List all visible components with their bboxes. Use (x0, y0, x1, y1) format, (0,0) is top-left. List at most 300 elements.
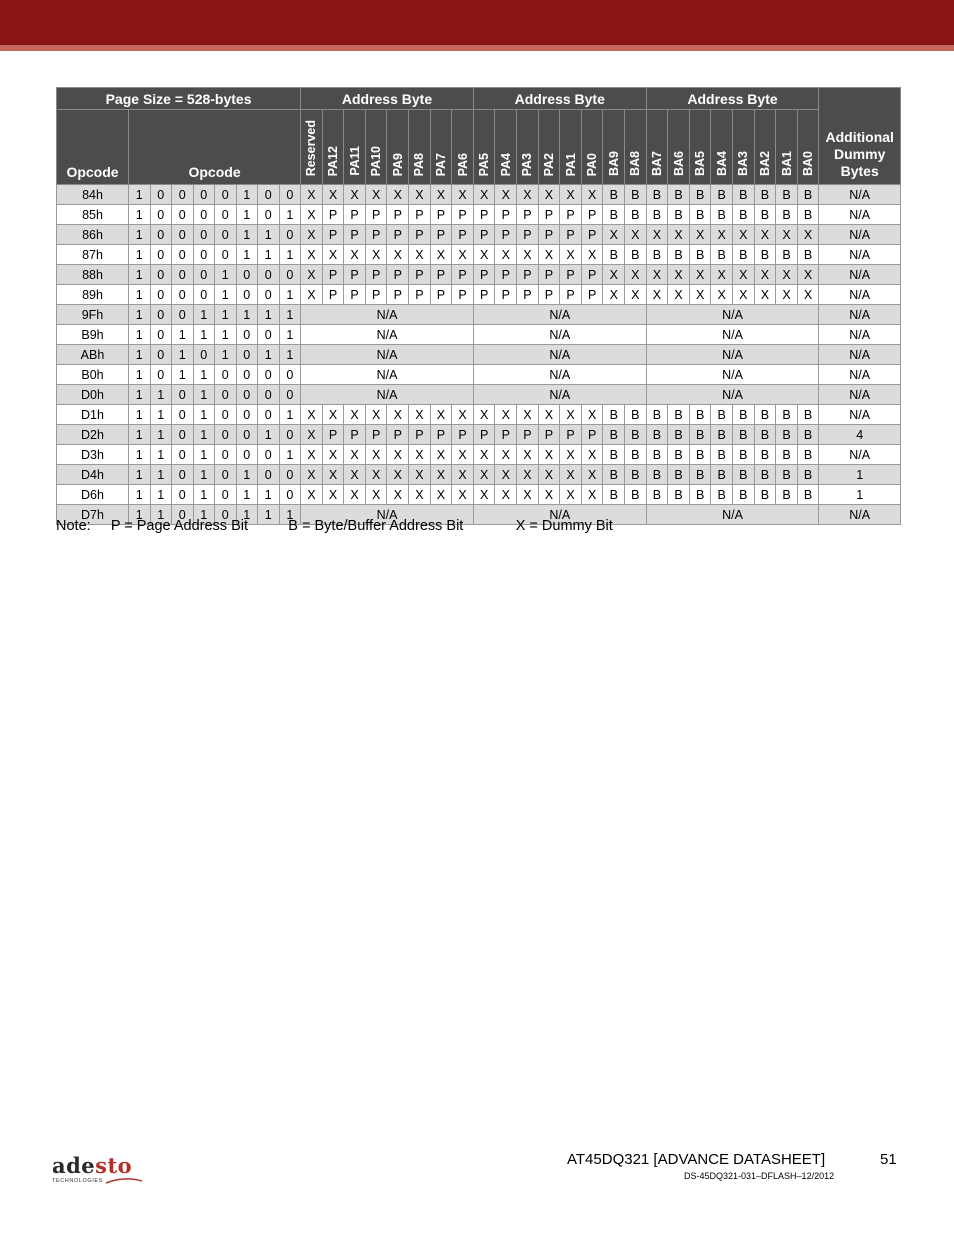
address-bit-cell: X (581, 185, 603, 205)
address-bit-cell: X (409, 405, 431, 425)
opcode-bit-cell: 0 (172, 505, 194, 525)
address-bit-cell: P (495, 205, 517, 225)
address-bit-cell: X (733, 265, 755, 285)
address-bit-cell: P (365, 265, 387, 285)
address-bit-cell: X (301, 465, 323, 485)
addr-bit-header-ba3: BA3 (733, 110, 755, 185)
address-bit-cell: X (322, 445, 344, 465)
opcode-bit-cell: 0 (258, 265, 280, 285)
address-bit-cell: P (538, 225, 560, 245)
opcode-bit-cell: 1 (129, 365, 151, 385)
opcode-cell: D0h (57, 385, 129, 405)
opcode-bit-cell: 0 (215, 405, 237, 425)
address-bit-cell: P (409, 225, 431, 245)
opcode-cell: 88h (57, 265, 129, 285)
opcode-bit-cell: 1 (172, 365, 194, 385)
dummy-bytes-cell: N/A (819, 305, 901, 325)
address-bit-cell: B (797, 205, 819, 225)
opcode-bit-cell: 1 (129, 245, 151, 265)
address-bit-cell: X (711, 265, 733, 285)
address-byte-na-cell: N/A (646, 365, 819, 385)
address-bit-cell: P (473, 265, 495, 285)
opcode-cell: D1h (57, 405, 129, 425)
table-row (57, 225, 901, 245)
opcode-bit-cell: 0 (279, 365, 301, 385)
opcode-bit-cell: 1 (258, 345, 280, 365)
address-bit-cell: X (733, 225, 755, 245)
address-bit-cell: X (387, 185, 409, 205)
address-bit-cell: X (452, 445, 474, 465)
addr-bit-header-pa12: PA12 (322, 110, 344, 185)
address-bit-cell: X (560, 405, 582, 425)
address-bit-cell: X (560, 465, 582, 485)
opcode-bit-cell: 1 (129, 405, 151, 425)
address-bit-cell: X (517, 405, 539, 425)
opcode-bit-cell: 0 (172, 465, 194, 485)
opcode-bit-cell: 0 (215, 185, 237, 205)
address-bit-cell: X (301, 205, 323, 225)
address-bit-cell: B (711, 465, 733, 485)
address-bit-cell: X (301, 225, 323, 245)
table-row (57, 245, 901, 265)
table-body (57, 185, 901, 525)
address-bit-cell: P (365, 225, 387, 245)
address-bit-cell: P (495, 425, 517, 445)
address-bit-cell: X (473, 445, 495, 465)
address-bit-cell: X (322, 185, 344, 205)
dummy-bytes-cell: 1 (819, 485, 901, 505)
address-bit-cell: X (495, 185, 517, 205)
dummy-bytes-cell: N/A (819, 445, 901, 465)
address-bit-cell: P (538, 425, 560, 445)
table-row (57, 465, 901, 485)
opcode-bit-cell: 0 (172, 245, 194, 265)
address-bit-cell: X (473, 465, 495, 485)
dummy-bytes-cell: N/A (819, 365, 901, 385)
addr-bit-header-pa7: PA7 (430, 110, 452, 185)
opcode-bit-cell: 1 (215, 345, 237, 365)
address-bit-cell: B (668, 205, 690, 225)
address-bit-cell: X (560, 445, 582, 465)
address-bit-cell: X (452, 405, 474, 425)
address-bit-cell: B (754, 485, 776, 505)
address-bit-cell: B (711, 485, 733, 505)
address-bit-cell: X (344, 245, 366, 265)
opcode-bit-cell: 1 (129, 285, 151, 305)
table-row (57, 305, 901, 325)
opcode-bit-cell: 1 (215, 285, 237, 305)
opcode-bit-cell: 0 (258, 405, 280, 425)
address-byte-na-cell: N/A (473, 365, 646, 385)
address-bit-cell: X (365, 405, 387, 425)
address-bit-cell: P (473, 225, 495, 245)
footer-page-number: 51 (880, 1151, 897, 1168)
address-bit-cell: B (733, 465, 755, 485)
address-bit-cell: X (365, 445, 387, 465)
table-row (57, 445, 901, 465)
addr-bit-header-ba0: BA0 (797, 110, 819, 185)
opcode-bit-cell: 0 (236, 445, 258, 465)
note-page-bit: P = Page Address Bit (110, 518, 248, 534)
opcode-bit-cell: 1 (236, 465, 258, 485)
address-bit-cell: B (689, 245, 711, 265)
address-bit-cell: P (430, 285, 452, 305)
address-bit-cell: P (322, 265, 344, 285)
address-bit-cell: X (538, 405, 560, 425)
opcode-bit-cell: 0 (258, 445, 280, 465)
address-bit-cell: X (344, 485, 366, 505)
address-byte-na-cell: N/A (646, 345, 819, 365)
dummy-bytes-cell: 1 (819, 465, 901, 485)
address-bit-cell: B (668, 485, 690, 505)
opcode-bit-cell: 1 (129, 325, 151, 345)
address-bit-cell: B (668, 445, 690, 465)
address-bit-cell: P (409, 265, 431, 285)
address-bit-cell: B (776, 205, 798, 225)
address-bit-cell: B (646, 185, 668, 205)
address-byte-na-cell: N/A (301, 325, 474, 345)
address-bit-cell: B (711, 425, 733, 445)
address-bit-cell: B (646, 405, 668, 425)
opcode-bit-cell: 1 (279, 405, 301, 425)
opcode-bit-cell: 1 (129, 505, 151, 525)
address-bit-cell: B (625, 465, 647, 485)
address-bit-cell: X (387, 485, 409, 505)
address-byte-na-cell: N/A (646, 385, 819, 405)
address-bit-cell: X (733, 285, 755, 305)
address-byte-na-cell: N/A (473, 305, 646, 325)
address-bit-cell: B (754, 465, 776, 485)
dummy-bytes-cell: N/A (819, 325, 901, 345)
table-row (57, 205, 901, 225)
address-bit-cell: X (581, 445, 603, 465)
address-bit-cell: X (517, 185, 539, 205)
opcode-bit-cell: 0 (150, 265, 172, 285)
address-bit-cell: X (776, 225, 798, 245)
opcode-bit-cell: 0 (215, 445, 237, 465)
opcode-bit-cell: 1 (193, 405, 215, 425)
opcode-bit-cell: 0 (172, 445, 194, 465)
address-bit-cell: B (754, 425, 776, 445)
table-row (57, 345, 901, 365)
opcode-bit-cell: 1 (258, 425, 280, 445)
address-bit-cell: X (625, 285, 647, 305)
address-byte-header-1: Address Byte (301, 88, 474, 110)
opcode-cell: 89h (57, 285, 129, 305)
opcode-bit-cell: 0 (150, 225, 172, 245)
opcode-bit-cell: 0 (236, 345, 258, 365)
opcode-bit-cell: 0 (150, 325, 172, 345)
address-byte-na-cell: N/A (301, 305, 474, 325)
opcode-bit-cell: 1 (279, 345, 301, 365)
opcode-bit-cell: 0 (193, 345, 215, 365)
opcode-bit-cell: 1 (258, 225, 280, 245)
opcode-bit-cell: 1 (279, 205, 301, 225)
opcode-bit-cell: 0 (236, 385, 258, 405)
addr-bit-header-pa9: PA9 (387, 110, 409, 185)
address-bit-cell: P (560, 285, 582, 305)
address-bit-cell: B (668, 425, 690, 445)
address-bit-cell: P (495, 265, 517, 285)
address-bit-cell: X (365, 245, 387, 265)
address-bit-cell: B (797, 485, 819, 505)
address-bit-cell: P (409, 285, 431, 305)
address-bit-cell: B (689, 205, 711, 225)
address-bit-cell: B (754, 205, 776, 225)
opcode-bit-cell: 1 (236, 505, 258, 525)
opcode-bit-cell: 0 (193, 205, 215, 225)
opcode-cell: 86h (57, 225, 129, 245)
opcode-bit-cell: 1 (279, 505, 301, 525)
opcode-bit-cell: 0 (215, 245, 237, 265)
opcode-bit-cell: 1 (279, 325, 301, 345)
footer-document-id: DS-45DQ321-031–DFLASH–12/2012 (684, 1171, 835, 1181)
opcode-bit-cell: 1 (193, 325, 215, 345)
address-bit-cell: B (603, 485, 625, 505)
opcode-bit-cell: 1 (215, 325, 237, 345)
opcode-cell: B0h (57, 365, 129, 385)
addr-bit-header-ba7: BA7 (646, 110, 668, 185)
opcode-bit-cell: 1 (215, 305, 237, 325)
opcode-bit-cell: 1 (129, 485, 151, 505)
opcode-bit-cell: 1 (150, 485, 172, 505)
opcode-cell: 9Fh (57, 305, 129, 325)
address-byte-na-cell: N/A (473, 325, 646, 345)
opcode-bit-cell: 1 (150, 385, 172, 405)
opcode-bit-cell: 1 (258, 305, 280, 325)
address-bit-cell: P (344, 205, 366, 225)
address-bit-cell: P (538, 265, 560, 285)
opcode-bit-cell: 0 (258, 365, 280, 385)
address-bit-cell: P (495, 225, 517, 245)
opcode-bit-cell: 0 (279, 225, 301, 245)
opcode-cell: 84h (57, 185, 129, 205)
address-bit-cell: X (776, 265, 798, 285)
addr-bit-header-pa10: PA10 (365, 110, 387, 185)
address-bit-cell: X (646, 285, 668, 305)
address-bit-cell: P (581, 225, 603, 245)
address-bit-cell: X (365, 185, 387, 205)
table-row (57, 265, 901, 285)
opcode-bit-cell: 1 (129, 205, 151, 225)
address-bit-cell: P (581, 425, 603, 445)
opcode-bit-cell: 1 (236, 225, 258, 245)
opcode-bit-cell: 1 (193, 425, 215, 445)
address-bit-cell: P (430, 205, 452, 225)
address-bit-cell: P (322, 205, 344, 225)
address-bit-cell: X (668, 285, 690, 305)
addr-bit-header-pa3: PA3 (517, 110, 539, 185)
table-row (57, 185, 901, 205)
opcode-bit-cell: 0 (172, 185, 194, 205)
address-bit-cell: X (560, 185, 582, 205)
address-bit-cell: X (560, 485, 582, 505)
address-bit-cell: P (452, 225, 474, 245)
address-bit-cell: P (365, 425, 387, 445)
command-table-container (56, 87, 900, 525)
address-bit-cell: P (517, 425, 539, 445)
address-bit-cell: B (603, 245, 625, 265)
address-bit-cell: B (711, 405, 733, 425)
address-bit-cell: X (452, 485, 474, 505)
opcode-bit-cell: 0 (150, 285, 172, 305)
address-bit-cell: P (365, 285, 387, 305)
opcode-bit-cell: 0 (150, 305, 172, 325)
address-bit-cell: X (322, 405, 344, 425)
address-bit-cell: X (581, 245, 603, 265)
address-bit-cell: B (668, 185, 690, 205)
address-bit-cell: B (797, 465, 819, 485)
addr-bit-header-pa8: PA8 (409, 110, 431, 185)
address-bit-cell: P (473, 205, 495, 225)
legend-note (56, 518, 613, 534)
command-opcode-table (56, 87, 901, 525)
address-bit-cell: B (733, 205, 755, 225)
address-bit-cell: X (301, 445, 323, 465)
address-bit-cell: B (797, 185, 819, 205)
address-bit-cell: P (344, 425, 366, 445)
dummy-bytes-cell: N/A (819, 285, 901, 305)
table-row (57, 365, 901, 385)
opcode-bit-cell: 1 (236, 245, 258, 265)
address-bit-cell: X (797, 265, 819, 285)
opcode-bit-cell: 0 (215, 425, 237, 445)
opcode-bit-cell: 0 (193, 225, 215, 245)
address-bit-cell: X (776, 285, 798, 305)
note-label: Note: (56, 518, 91, 534)
address-bit-cell: B (733, 485, 755, 505)
address-bit-cell: P (517, 265, 539, 285)
table-row (57, 485, 901, 505)
opcode-bit-cell: 1 (129, 465, 151, 485)
opcode-bit-cell: 1 (215, 265, 237, 285)
address-bit-cell: X (646, 225, 668, 245)
table-row (57, 405, 901, 425)
address-bit-cell: X (344, 465, 366, 485)
addr-bit-header-pa6: PA6 (452, 110, 474, 185)
opcode-bit-cell: 0 (215, 505, 237, 525)
opcode-bit-cell: 0 (236, 405, 258, 425)
address-bit-cell: X (322, 465, 344, 485)
opcode-bit-cell: 1 (258, 245, 280, 265)
address-bit-cell: X (344, 445, 366, 465)
address-bit-cell: B (689, 485, 711, 505)
address-bit-cell: P (344, 285, 366, 305)
note-byte-bit: B = Byte/Buffer Address Bit (288, 518, 464, 534)
opcode-bit-cell: 0 (215, 225, 237, 245)
address-bit-cell: P (560, 265, 582, 285)
opcode-bit-cell: 1 (129, 265, 151, 285)
address-bit-cell: P (387, 285, 409, 305)
address-bit-cell: B (625, 405, 647, 425)
dummy-bytes-cell: N/A (819, 405, 901, 425)
opcode-bit-cell: 1 (279, 445, 301, 465)
address-bit-cell: X (301, 265, 323, 285)
opcode-cell: D3h (57, 445, 129, 465)
opcode-bit-cell: 1 (236, 485, 258, 505)
address-bit-cell: P (560, 205, 582, 225)
opcode-bit-cell: 1 (172, 345, 194, 365)
address-bit-cell: B (797, 425, 819, 445)
opcode-cell: D6h (57, 485, 129, 505)
address-bit-cell: B (668, 405, 690, 425)
address-bit-cell: X (430, 485, 452, 505)
address-bit-cell: P (430, 225, 452, 245)
address-bit-cell: X (387, 465, 409, 485)
opcode-bit-cell: 0 (279, 265, 301, 285)
table-row (57, 285, 901, 305)
address-bit-cell: P (430, 265, 452, 285)
address-bit-cell: P (581, 265, 603, 285)
addr-bit-header-ba1: BA1 (776, 110, 798, 185)
address-bit-cell: X (603, 265, 625, 285)
address-bit-cell: X (797, 225, 819, 245)
opcode-bit-cell: 0 (150, 245, 172, 265)
address-bit-cell: B (603, 405, 625, 425)
top-banner (0, 0, 954, 45)
address-bit-cell: B (711, 445, 733, 465)
addr-bit-header-pa11: PA11 (344, 110, 366, 185)
dummy-bytes-cell: N/A (819, 265, 901, 285)
address-bit-cell: X (387, 245, 409, 265)
addr-bit-header-pa4: PA4 (495, 110, 517, 185)
dummy-bytes-cell: 4 (819, 425, 901, 445)
address-bit-cell: B (625, 205, 647, 225)
opcode-bit-cell: 0 (215, 385, 237, 405)
address-bit-cell: B (776, 465, 798, 485)
address-bit-cell: B (689, 465, 711, 485)
address-bit-cell: X (452, 245, 474, 265)
opcode-cell: D2h (57, 425, 129, 445)
address-bit-cell: X (560, 245, 582, 265)
addr-bit-header-ba6: BA6 (668, 110, 690, 185)
address-bit-cell: P (430, 425, 452, 445)
address-bit-cell: B (625, 245, 647, 265)
address-bit-cell: P (387, 205, 409, 225)
address-bit-cell: B (776, 445, 798, 465)
opcode-bit-cell: 1 (236, 305, 258, 325)
address-bit-cell: X (538, 185, 560, 205)
opcode-bit-cell: 1 (129, 345, 151, 365)
opcode-bit-cell: 0 (172, 265, 194, 285)
address-bit-cell: B (733, 425, 755, 445)
opcode-bit-cell: 0 (279, 385, 301, 405)
opcode-bit-cell: 0 (215, 485, 237, 505)
opcode-bit-cell: 1 (193, 385, 215, 405)
opcode-bit-cell: 1 (193, 365, 215, 385)
opcode-bit-cell: 0 (236, 325, 258, 345)
table-row (57, 385, 901, 405)
address-bit-cell: B (689, 185, 711, 205)
opcode-bit-cell: 0 (172, 205, 194, 225)
opcode-bit-cell: 0 (258, 285, 280, 305)
address-bit-cell: X (473, 245, 495, 265)
dummy-bytes-cell: N/A (819, 345, 901, 365)
address-bit-cell: X (387, 445, 409, 465)
address-bit-cell: X (452, 185, 474, 205)
addr-bit-header-pa1: PA1 (560, 110, 582, 185)
opcode-bit-cell: 1 (193, 485, 215, 505)
address-byte-na-cell: N/A (473, 385, 646, 405)
address-bit-cell: X (625, 225, 647, 245)
address-bit-cell: X (409, 445, 431, 465)
opcode-bit-cell: 1 (172, 325, 194, 345)
address-byte-na-cell: N/A (301, 505, 474, 525)
address-bit-cell: X (344, 185, 366, 205)
address-bit-cell: P (365, 205, 387, 225)
address-bit-cell: X (409, 485, 431, 505)
opcode-bit-cell: 0 (193, 285, 215, 305)
